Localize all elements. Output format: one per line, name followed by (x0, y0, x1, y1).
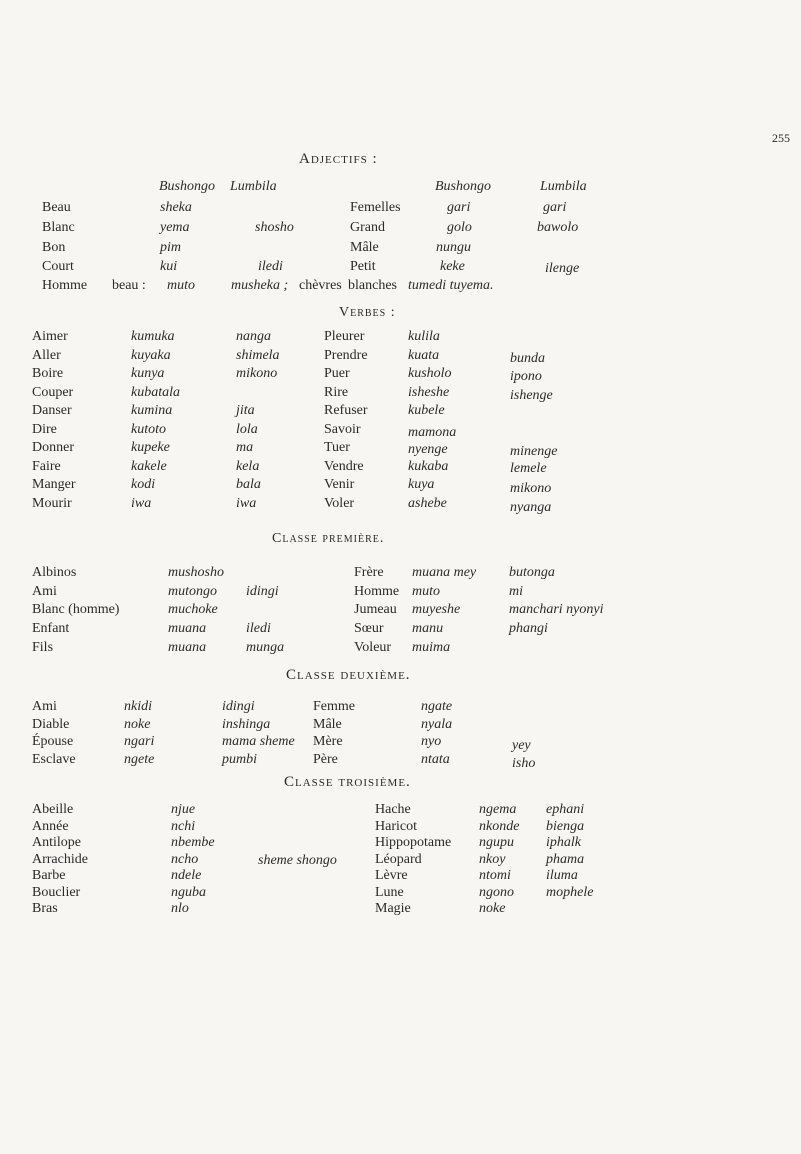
lumbila-shosho: shosho (255, 220, 294, 235)
lumbila-word-2: lemele (510, 460, 547, 476)
homme-musheka: musheka ; (231, 278, 289, 293)
lumbila-word-2: iphalk (546, 835, 581, 850)
lumbila-word-2: phangi (509, 621, 548, 637)
lumbila-word-2: nyanga (510, 499, 552, 515)
french-word: Manger (32, 477, 76, 492)
bushongo-word: mushosho (168, 565, 225, 580)
lumbila-word-2: isho (512, 755, 536, 771)
bushongo-word-2: ntata (421, 751, 450, 767)
french-word-2: Rire (324, 384, 349, 400)
bushongo-word: kumuka (131, 329, 175, 344)
bushongo-word-2: ngema (479, 802, 517, 817)
bushongo-word: nlo (171, 901, 189, 916)
lumbila-word: inshinga (222, 716, 271, 732)
french-word-2: Puer (324, 366, 350, 381)
bushongo-word: njue (171, 802, 196, 817)
lumbila-word-2: manchari nyonyi (509, 602, 604, 618)
phrase-tumedi-tuyema: tumedi tuyema. (408, 278, 494, 293)
word-blanc: Blanc (42, 220, 75, 235)
section-heading-classe-troisieme: Classe troisième. (284, 774, 411, 790)
lumbila-word-2: bunda (510, 350, 545, 366)
word-court: Court (42, 259, 74, 274)
bushongo-word: kumina (131, 403, 173, 418)
word-male: Mâle (350, 240, 379, 255)
french-word-2: Hippopotame (375, 835, 452, 850)
lumbila-word-2: mophele (546, 884, 594, 900)
bushongo-keke: keke (440, 259, 465, 274)
bushongo-word-2: kuata (408, 347, 440, 363)
bushongo-word-2: kuya (408, 477, 435, 492)
french-word: Albinos (32, 565, 77, 580)
lumbila-bawolo: bawolo (537, 220, 579, 235)
french-word-2: Mâle (313, 716, 342, 732)
bushongo-word: muana (168, 639, 207, 655)
french-word-2: Pleurer (324, 329, 365, 344)
bushongo-word: nchi (171, 818, 196, 834)
lumbila-word: shimela (236, 347, 280, 363)
word-bon: Bon (42, 240, 66, 255)
french-word-2: Voleur (354, 639, 392, 655)
section-heading-classe-premiere: Classe première. (272, 531, 385, 546)
col-header-lumbila-2: Lumbila (540, 179, 587, 194)
lumbila-word-2: ipono (510, 369, 542, 384)
french-word: Faire (32, 458, 61, 474)
lumbila-word: munga (246, 639, 285, 655)
french-word: Arrachide (32, 851, 88, 867)
french-word-2: Frère (354, 565, 384, 580)
lumbila-word: ma (236, 440, 254, 455)
bushongo-word-2: kulila (408, 329, 440, 344)
bushongo-sheka: sheka (160, 200, 192, 215)
bushongo-word-2: nyala (421, 716, 453, 732)
french-word: Donner (32, 440, 74, 455)
french-word: Fils (32, 639, 54, 655)
french-word: Esclave (32, 751, 76, 767)
bushongo-golo: golo (447, 220, 472, 235)
french-word-2: Homme (354, 583, 400, 599)
lumbila-word-2: yey (512, 738, 531, 753)
word-beau: Beau (42, 200, 71, 215)
french-word: Enfant (32, 621, 70, 637)
bushongo-word-2: mamona (408, 424, 457, 440)
french-word: Boire (32, 366, 64, 381)
bushongo-word-2: kukaba (408, 458, 449, 474)
homme-muto: muto (167, 278, 195, 293)
word-grand: Grand (350, 220, 385, 235)
lumbila-iledi: iledi (258, 259, 283, 274)
french-word-2: Tuer (324, 440, 350, 455)
bushongo-word: iwa (131, 495, 152, 511)
french-word-2: Magie (375, 901, 411, 916)
bushongo-word-2: ashebe (408, 495, 447, 511)
french-word: Bras (32, 901, 58, 916)
french-word: Ami (32, 583, 57, 599)
french-word-2: Lèvre (375, 868, 408, 883)
col-header-bushongo-2: Bushongo (435, 179, 491, 194)
bushongo-word-2: nyo (421, 734, 442, 749)
french-word-2: Père (313, 751, 338, 767)
lumbila-word-2: bienga (546, 818, 585, 834)
bushongo-word-2: muto (412, 583, 440, 599)
french-word-2: Sœur (354, 621, 384, 637)
bushongo-word: noke (124, 716, 151, 732)
bushongo-word: ndele (171, 868, 202, 883)
bushongo-nungu: nungu (436, 240, 471, 255)
lumbila-word: bala (236, 477, 261, 492)
french-word-2: Savoir (324, 421, 361, 437)
bushongo-gari: gari (447, 200, 471, 215)
french-word-2: Voler (324, 495, 355, 511)
word-blanches: blanches (348, 278, 397, 293)
lumbila-word: nanga (236, 329, 271, 344)
bushongo-word-2: kusholo (408, 366, 452, 381)
french-word: Blanc (homme) (32, 602, 120, 618)
section-heading-adjectifs: Adjectifs : (299, 151, 378, 167)
bushongo-word-2: nkonde (479, 818, 520, 834)
bushongo-word: kupeke (131, 440, 170, 455)
bushongo-yema: yema (160, 220, 190, 235)
section-heading-classe-deuxieme: Classe deuxième. (286, 667, 411, 683)
word-homme: Homme (42, 278, 88, 293)
lumbila-word: kela (236, 458, 260, 474)
bushongo-word: kunya (131, 366, 165, 381)
french-word: Aimer (32, 329, 68, 344)
bushongo-word-2: ngono (479, 884, 514, 900)
bushongo-word-2: muima (412, 639, 451, 655)
bushongo-word: muchoke (168, 602, 218, 618)
col-header-lumbila: Lumbila (230, 179, 277, 194)
bushongo-word: kubatala (131, 384, 180, 400)
bushongo-word-2: ngate (421, 699, 453, 714)
bushongo-word: ngari (124, 734, 155, 749)
lumbila-word: mama sheme (222, 734, 295, 749)
bushongo-word: nguba (171, 884, 206, 900)
french-word: Année (32, 818, 69, 834)
word-chevres: chèvres (299, 278, 342, 293)
lumbila-word-2: ephani (546, 802, 585, 817)
bushongo-word-2: manu (412, 621, 444, 637)
word-femelles: Femelles (350, 200, 401, 215)
french-word: Dire (32, 421, 57, 437)
french-word-2: Femme (313, 699, 355, 714)
bushongo-word: muana (168, 621, 207, 637)
french-word: Mourir (32, 495, 72, 511)
bushongo-word-2: muana mey (412, 565, 477, 580)
lumbila-word-2: iluma (546, 868, 578, 883)
bushongo-word: mutongo (168, 583, 217, 599)
bushongo-word-2: nkoy (479, 851, 506, 867)
bushongo-word: kodi (131, 477, 156, 492)
lumbila-word: idingi (246, 583, 279, 599)
french-word: Ami (32, 699, 57, 714)
french-word-2: Mère (313, 734, 343, 749)
bushongo-word: ngete (124, 751, 155, 767)
french-word: Bouclier (32, 884, 81, 900)
bushongo-word: kutoto (131, 421, 166, 437)
french-word: Barbe (32, 868, 66, 883)
french-word-2: Vendre (324, 458, 364, 474)
bushongo-word: nbembe (171, 835, 215, 850)
lumbila-word: idingi (222, 699, 255, 714)
lumbila-ilenge: ilenge (545, 261, 580, 276)
lumbila-word-2: minenge (510, 444, 558, 459)
bushongo-word-2: ngupu (479, 835, 514, 850)
bushongo-word: kuyaka (131, 347, 171, 363)
lumbila-word-2: butonga (509, 565, 555, 580)
bushongo-word-2: noke (479, 901, 506, 916)
french-word-2: Hache (375, 802, 411, 817)
page-number: 255 (772, 131, 790, 145)
bushongo-word-2: nyenge (408, 442, 448, 457)
french-word: Couper (32, 384, 74, 400)
french-word-2: Haricot (375, 818, 417, 834)
french-word: Aller (32, 347, 61, 363)
french-word: Diable (32, 716, 70, 732)
french-word-2: Prendre (324, 347, 368, 363)
bushongo-pim: pim (160, 240, 181, 255)
lumbila-word: pumbi (222, 751, 257, 767)
lumbila-word: jita (236, 403, 255, 418)
french-word: Épouse (32, 734, 74, 749)
word-petit: Petit (350, 259, 376, 274)
french-word: Antilope (32, 835, 81, 850)
lumbila-word: mikono (236, 366, 278, 381)
section-heading-verbes: Verbes : (339, 305, 396, 320)
lumbila-word-2: mikono (510, 481, 552, 496)
french-word: Danser (32, 403, 72, 418)
bushongo-word-2: isheshe (408, 384, 450, 400)
bushongo-word-2: muyeshe (412, 602, 461, 618)
col-header-bushongo: Bushongo (159, 179, 215, 194)
bushongo-word: ncho (171, 851, 199, 867)
bushongo-word-2: kubele (408, 403, 445, 418)
lumbila-word-2: ishenge (510, 387, 553, 403)
french-word: Abeille (32, 802, 74, 817)
lumbila-gari: gari (543, 200, 567, 215)
french-word-2: Lune (375, 884, 404, 900)
french-word-2: Refuser (324, 403, 368, 418)
bushongo-word: kakele (131, 458, 167, 474)
bushongo-word-2: ntomi (479, 868, 511, 883)
lumbila-word: iwa (236, 495, 257, 511)
french-word-2: Jumeau (354, 602, 397, 618)
lumbila-word-2: phama (546, 851, 585, 867)
lumbila-word: iledi (246, 621, 271, 637)
french-word-2: Venir (324, 477, 355, 492)
lumbila-word: sheme shongo (258, 852, 337, 868)
french-word-2: Léopard (375, 851, 422, 867)
lumbila-word: lola (236, 421, 258, 437)
homme-beau-label: beau : (112, 278, 146, 293)
bushongo-word: nkidi (124, 699, 152, 714)
bushongo-kui: kui (160, 259, 178, 274)
lumbila-word-2: mi (509, 583, 523, 599)
